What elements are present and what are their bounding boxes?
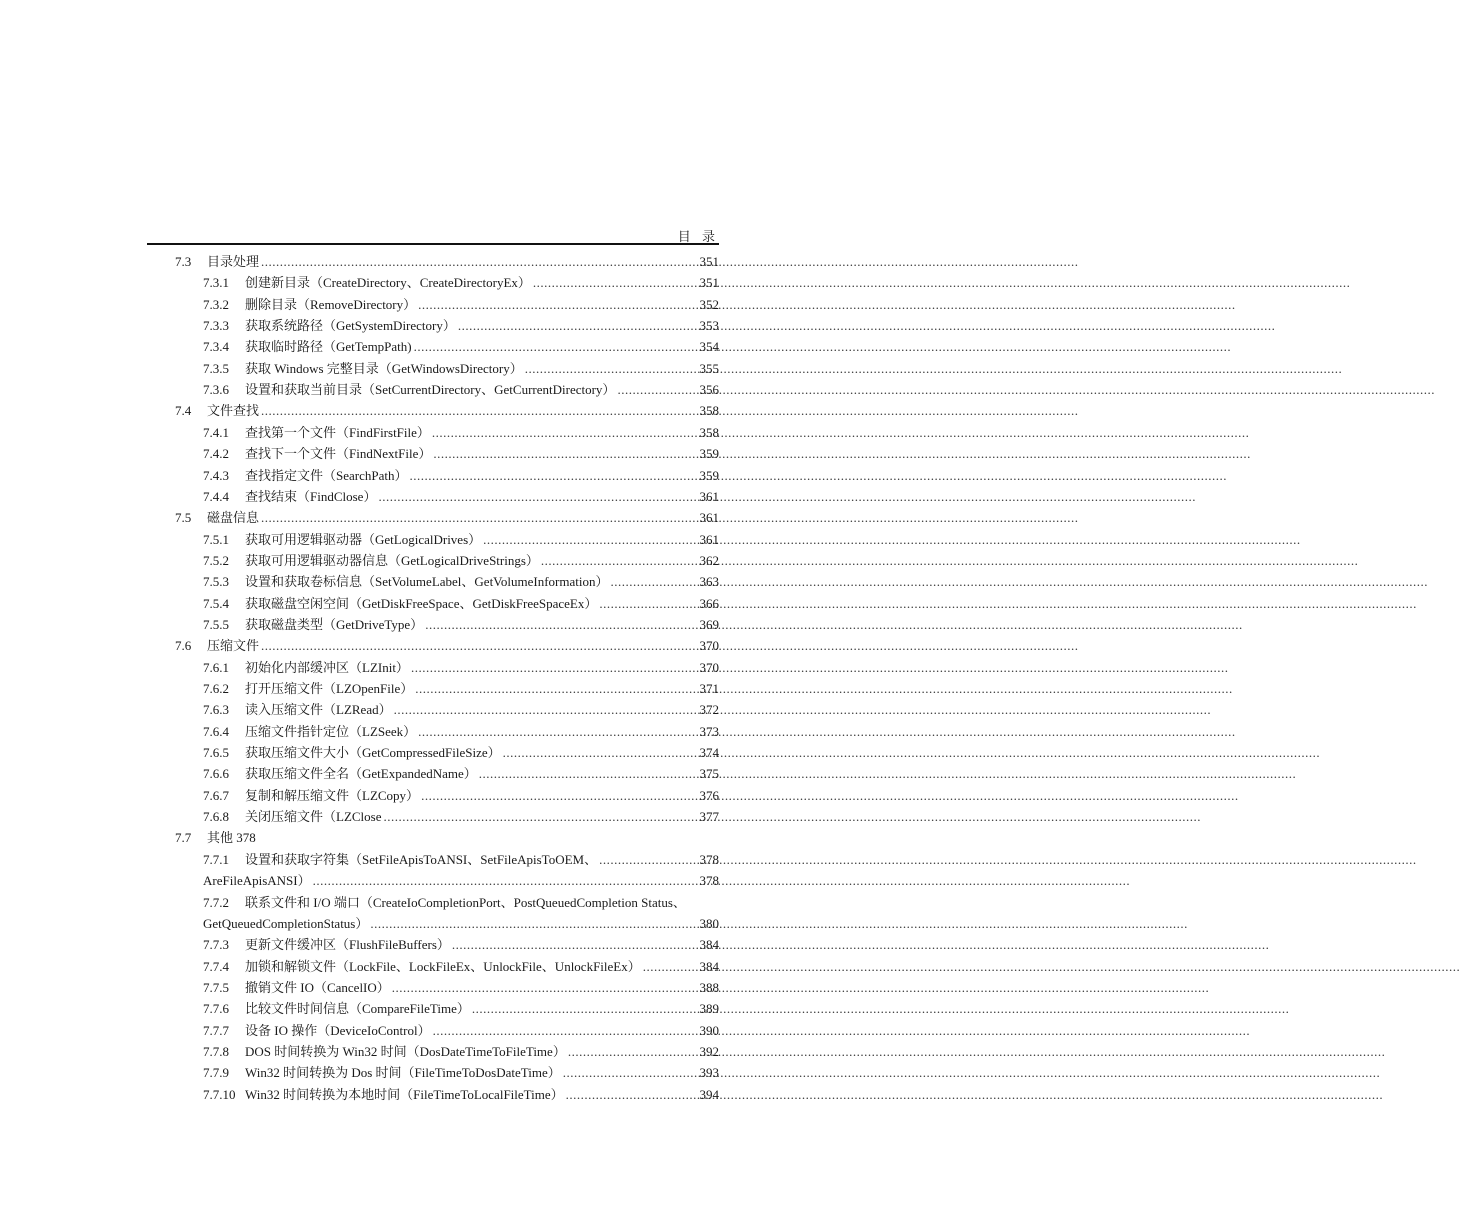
toc-section-entry: [175, 507, 719, 528]
dot-leader: [415, 678, 697, 699]
dot-leader: [261, 400, 697, 421]
dot-leader: [418, 294, 697, 315]
entry-number: 7.3.1: [203, 275, 229, 291]
toc-subsection-entry: [203, 913, 719, 934]
entry-page-number: 372: [699, 702, 719, 718]
dot-leader: [414, 336, 698, 357]
entry-page-number: 359: [699, 467, 719, 483]
dot-leader: [566, 1084, 698, 1105]
entry-title: 比较文件时间信息（CompareFileTime）: [245, 1001, 470, 1017]
table-of-contents: [0, 251, 868, 1102]
toc-section-entry: [175, 827, 719, 848]
entry-number: 7.7.10: [203, 1086, 236, 1102]
dot-leader: [599, 849, 697, 870]
entry-number: 7.3.3: [203, 318, 229, 334]
entry-number: 7.4.3: [203, 467, 229, 483]
toc-subsection-entry: [203, 529, 719, 550]
entry-title: 目录处理: [207, 254, 260, 269]
dot-leader: [568, 1041, 698, 1062]
entry-page-number: 363: [699, 574, 719, 590]
entry-title: 获取可用逻辑驱动器信息（GetLogicalDriveStrings）: [245, 552, 539, 568]
toc-subsection-entry: [203, 657, 719, 678]
entry-title: 初始化内部缓冲区（LZInit）: [245, 659, 409, 675]
entry-number: 7.7.9: [203, 1065, 229, 1081]
entry-title: 复制和解压缩文件（LZCopy）: [245, 787, 420, 803]
entry-title: 获取临时路径（GetTempPath): [245, 339, 412, 355]
entry-page-number: 351: [699, 254, 719, 269]
toc-subsection-entry: [203, 956, 719, 977]
dot-leader: [458, 315, 698, 336]
entry-number: 7.3.6: [203, 382, 229, 398]
entry-title: 关闭压缩文件（LZClose: [245, 809, 382, 825]
dot-leader: [617, 379, 697, 400]
toc-subsection-entry: [203, 550, 719, 571]
entry-number: 7.6.3: [203, 702, 229, 718]
entry-page-number: 373: [699, 723, 719, 739]
toc-subsection-entry: [203, 486, 719, 507]
toc-subsection-entry: [203, 1084, 719, 1105]
entry-number: 7.4: [175, 403, 192, 419]
entry-page-number: 369: [699, 616, 719, 632]
entry-page-number: 358: [699, 403, 719, 419]
entry-title: 磁盘信息: [207, 510, 260, 526]
toc-subsection-entry: [203, 614, 719, 635]
dot-leader: [563, 1062, 698, 1083]
entry-page-number: 355: [699, 360, 719, 376]
toc-subsection-entry: [203, 998, 719, 1019]
entry-page-number: 390: [699, 1022, 719, 1038]
entry-title: 打开压缩文件（LZOpenFile）: [245, 681, 414, 696]
entry-number: 7.7.2: [203, 894, 229, 910]
dot-leader: [411, 657, 698, 678]
toc-subsection-entry: [203, 785, 719, 806]
toc-subsection-entry: [203, 742, 719, 763]
dot-leader: [472, 998, 698, 1019]
entry-title: 设置和获取卷标信息（SetVolumeLabel、GetVolumeInformation）: [245, 574, 609, 590]
entry-page-number: 354: [699, 339, 719, 355]
dot-leader: [533, 272, 698, 293]
toc-subsection-entry: [203, 1041, 719, 1062]
dot-leader: [370, 913, 697, 934]
toc-section-entry: [175, 251, 719, 272]
entry-title: GetQueuedCompletionStatus）: [203, 915, 369, 931]
dot-leader: [503, 742, 698, 763]
entry-number: 7.7.6: [203, 1001, 229, 1017]
entry-page-number: 378: [699, 851, 719, 867]
entry-number: 7.5.4: [203, 595, 229, 611]
entry-title: 联系文件和 I/O 端口（CreateIoCompletionPort、PostQueuedCompletion Status、: [245, 894, 686, 910]
entry-title: Win32 时间转换为 Dos 时间（FileTimeToDosDateTime）: [245, 1065, 561, 1081]
dot-leader: [610, 571, 697, 592]
dot-leader: [643, 956, 698, 977]
entry-number: 7.3: [175, 254, 192, 269]
dot-leader: [421, 785, 697, 806]
entry-title: 设置和获取当前目录（SetCurrentDirectory、GetCurrentDirectory）: [245, 382, 616, 398]
dot-leader: [599, 593, 697, 614]
entry-number: 7.7: [175, 830, 192, 846]
entry-page-number: 371: [699, 681, 719, 696]
toc-subsection-entry: [203, 977, 719, 998]
toc-subsection-entry: [203, 336, 719, 357]
entry-number: 7.3.5: [203, 360, 229, 376]
toc-subsection-entry: [203, 465, 719, 486]
header-rule: [147, 243, 719, 245]
toc-section-entry: [175, 400, 719, 421]
entry-page-number: 353: [699, 318, 719, 334]
entry-page-number: 375: [699, 766, 719, 782]
entry-number: 7.6.1: [203, 659, 229, 675]
entry-title: 压缩文件: [207, 638, 260, 654]
entry-page-number: 361: [699, 531, 719, 547]
entry-number: 7.4.1: [203, 424, 229, 440]
entry-number: 7.7.4: [203, 958, 229, 974]
entry-page-number: 392: [699, 1043, 719, 1059]
entry-title: 撤销文件 IO（CancelIO）: [245, 979, 390, 995]
toc-subsection-entry: [203, 422, 719, 443]
entry-number: 7.6.8: [203, 809, 229, 825]
entry-number: 7.3.4: [203, 339, 229, 355]
toc-subsection-entry: [203, 379, 719, 400]
toc-subsection-entry: [203, 272, 719, 293]
dot-leader: [378, 486, 697, 507]
entry-title: 查找第一个文件（FindFirstFile）: [245, 424, 430, 440]
entry-title: 压缩文件指针定位（LZSeek）: [245, 723, 417, 739]
toc-subsection-entry: [203, 892, 719, 913]
dot-leader: [483, 529, 697, 550]
entry-title: 设置和获取字符集（SetFileApisToANSI、SetFileApisToOEM、: [245, 851, 598, 867]
entry-page-number: 352: [699, 296, 719, 312]
entry-number: 7.6.7: [203, 787, 229, 803]
entry-page-number: 377: [699, 809, 719, 825]
entry-page-number: 358: [699, 424, 719, 440]
entry-title: 获取系统路径（GetSystemDirectory）: [245, 318, 456, 334]
entry-number: 7.6.2: [203, 681, 229, 696]
dot-leader: [261, 635, 697, 656]
entry-page-number: 351: [699, 275, 719, 291]
entry-page-number: 374: [699, 745, 719, 761]
toc-subsection-entry: [203, 571, 719, 592]
toc-subsection-entry: [203, 849, 719, 870]
entry-title: 查找结束（FindClose）: [245, 488, 377, 504]
toc-subsection-entry: [203, 315, 719, 336]
entry-number: 7.4.4: [203, 488, 229, 504]
toc-subsection-entry: [203, 934, 719, 955]
dot-leader: [394, 699, 698, 720]
entry-page-number: 362: [699, 552, 719, 568]
toc-subsection-entry: [203, 294, 719, 315]
dot-leader: [433, 1020, 698, 1041]
entry-title: 获取磁盘类型（GetDriveType）: [245, 616, 424, 632]
entry-title: 文件查找: [207, 403, 260, 419]
dot-leader: [425, 614, 697, 635]
toc-subsection-entry: [203, 870, 719, 891]
entry-number: 7.7.1: [203, 851, 229, 867]
toc-subsection-entry: [203, 1062, 719, 1083]
toc-subsection-entry: [203, 678, 719, 699]
entry-number: 7.5: [175, 510, 192, 526]
entry-page-number: 384: [699, 958, 719, 974]
entry-number: 7.5.2: [203, 552, 229, 568]
running-header: 目 录: [677, 229, 719, 244]
entry-page-number: 376: [699, 787, 719, 803]
dot-leader: [418, 721, 697, 742]
dot-leader: [392, 977, 698, 998]
toc-subsection-entry: [203, 443, 719, 464]
dot-leader: [452, 934, 698, 955]
entry-number: 7.6: [175, 638, 192, 654]
entry-title: 加锁和解锁文件（LockFile、LockFileEx、UnlockFile、UnlockFileEx）: [245, 958, 641, 974]
toc-subsection-entry: [203, 358, 719, 379]
entry-page-number: 359: [699, 446, 719, 462]
entry-page-number: 384: [699, 937, 719, 953]
entry-page-number: 366: [699, 595, 719, 611]
entry-title: DOS 时间转换为 Win32 时间（DosDateTimeToFileTime）: [245, 1043, 566, 1059]
entry-page-number: 389: [699, 1001, 719, 1017]
entry-title: 查找指定文件（SearchPath）: [245, 467, 408, 483]
entry-title: 创建新目录（CreateDirectory、CreateDirectoryEx）: [245, 275, 531, 291]
entry-page-number: 361: [699, 488, 719, 504]
entry-page-number: 356: [699, 382, 719, 398]
entry-page-number: 361: [699, 510, 719, 526]
entry-title: 获取可用逻辑驱动器（GetLogicalDrives）: [245, 531, 482, 547]
entry-title: 删除目录（RemoveDirectory）: [245, 296, 417, 312]
dot-leader: [384, 806, 698, 827]
entry-title: 读入压缩文件（LZRead）: [245, 702, 392, 718]
entry-title: 更新文件缓冲区（FlushFileBuffers）: [245, 937, 450, 953]
dot-leader: [525, 358, 698, 379]
dot-leader: [261, 251, 697, 272]
entry-number: 7.5.3: [203, 574, 229, 590]
dot-leader: [541, 550, 698, 571]
entry-title: 获取压缩文件大小（GetCompressedFileSize）: [245, 745, 501, 761]
entry-page-number: 394: [699, 1086, 719, 1102]
entry-title: 获取压缩文件全名（GetExpandedName）: [245, 766, 477, 782]
entry-number: 7.6.4: [203, 723, 229, 739]
dot-leader: [432, 422, 698, 443]
toc-subsection-entry: [203, 806, 719, 827]
entry-page-number: 388: [699, 979, 719, 995]
dot-leader: [409, 465, 697, 486]
entry-number: 7.6.5: [203, 745, 229, 761]
dot-leader: [261, 507, 697, 528]
dot-leader: [479, 763, 698, 784]
toc-subsection-entry: [203, 763, 719, 784]
toc-subsection-entry: [203, 699, 719, 720]
entry-title: 其他 378: [207, 830, 256, 846]
entry-number: 7.5.1: [203, 531, 229, 547]
entry-number: 7.6.6: [203, 766, 229, 782]
entry-number: 7.7.7: [203, 1022, 229, 1038]
toc-section-entry: [175, 635, 719, 656]
entry-title: 查找下一个文件（FindNextFile）: [245, 446, 432, 462]
entry-title: 获取磁盘空闲空间（GetDiskFreeSpace、GetDiskFreeSpaceEx）: [245, 595, 598, 611]
entry-page-number: 378: [699, 873, 719, 889]
entry-page-number: 370: [699, 659, 719, 675]
entry-title: 获取 Windows 完整目录（GetWindowsDirectory）: [245, 360, 523, 376]
dot-leader: [313, 870, 698, 891]
dot-leader: [433, 443, 697, 464]
entry-number: 7.5.5: [203, 616, 229, 632]
entry-number: 7.7.5: [203, 979, 229, 995]
entry-page-number: 370: [699, 638, 719, 654]
toc-subsection-entry: [203, 721, 719, 742]
entry-title: AreFileApisANSI）: [203, 873, 311, 889]
entry-page-number: 380: [699, 915, 719, 931]
toc-subsection-entry: [203, 593, 719, 614]
entry-title: 设备 IO 操作（DeviceIoControl）: [245, 1022, 431, 1038]
entry-number: 7.7.8: [203, 1043, 229, 1059]
entry-number: 7.3.2: [203, 296, 229, 312]
toc-subsection-entry: [203, 1020, 719, 1041]
entry-title: Win32 时间转换为本地时间（FileTimeToLocalFileTime）: [245, 1086, 564, 1102]
entry-number: 7.4.2: [203, 446, 229, 462]
entry-number: 7.7.3: [203, 937, 229, 953]
entry-page-number: 393: [699, 1065, 719, 1081]
